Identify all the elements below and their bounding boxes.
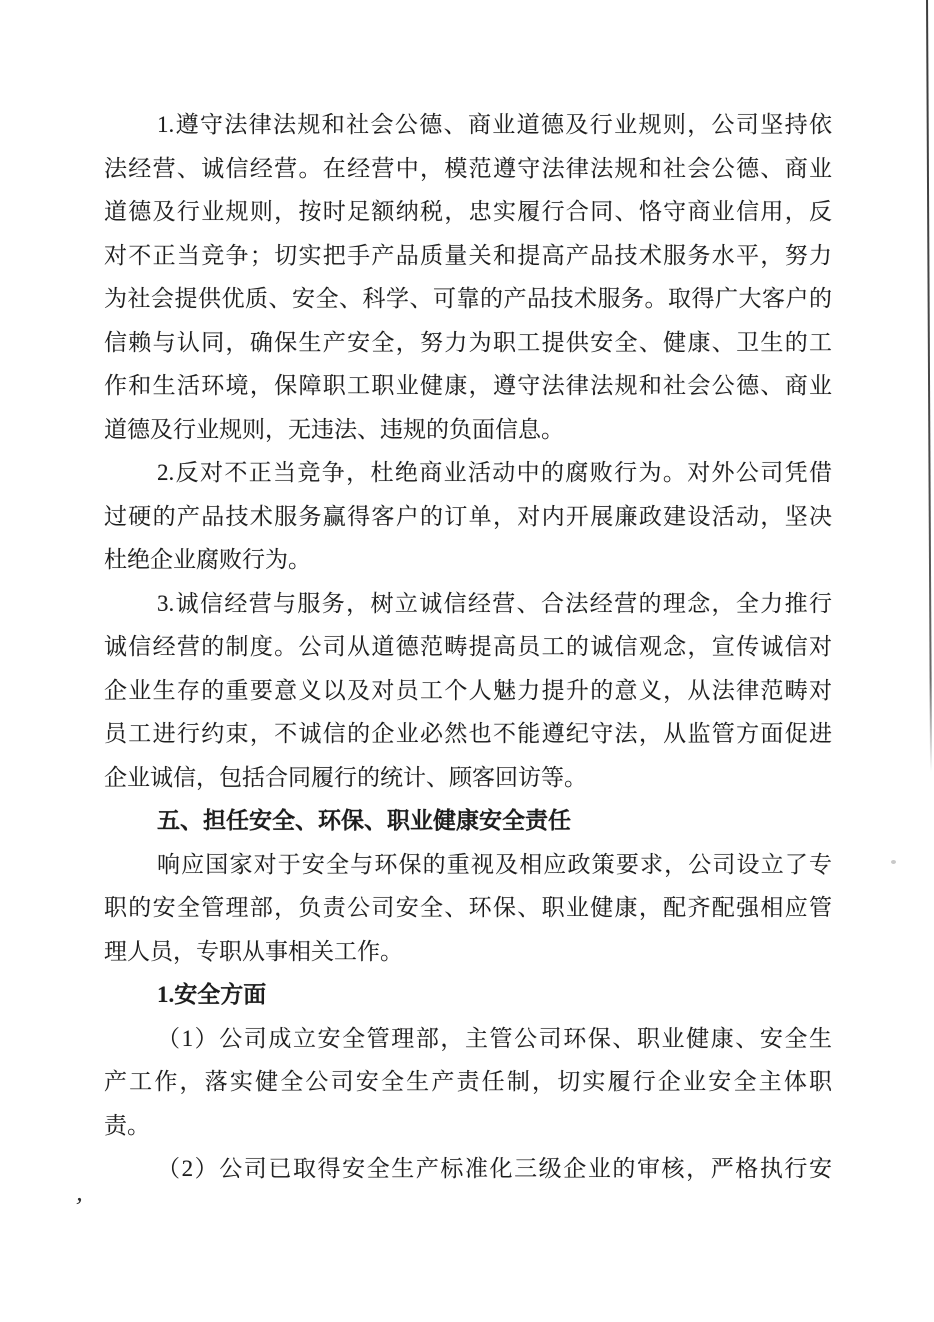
- text-line: 为社会提供优质、安全、科学、可靠的产品技术服务。取得广大客户的: [104, 286, 832, 311]
- text-line: 对不正当竞争；切实把手产品质量关和提高产品技术服务水平，努力: [104, 242, 832, 268]
- text-line: 法经营、诚信经营。在经营中，模范遵守法律法规和社会公德、商业: [104, 155, 832, 181]
- text-line: 响应国家对于安全与环保的重视及相应政策要求，公司设立了专: [157, 851, 832, 877]
- stray-pen-mark-artifact: ’: [72, 1191, 85, 1222]
- scan-speck-artifact: [891, 860, 896, 864]
- text-line: 作和生活环境，保障职工职业健康，遵守法律法规和社会公德、商业: [104, 373, 832, 398]
- text-line: （2）公司已取得安全生产标准化三级企业的审核，严格执行安: [157, 1156, 832, 1181]
- text-line: 职的安全管理部，负责公司安全、环保、职业健康，配齐配强相应管: [104, 895, 832, 920]
- text-line: 道德及行业规则，按时足额纳税，忠实履行合同、恪守商业信用，反: [104, 199, 832, 224]
- text-line: 产工作，落实健全公司安全生产责任制，切实履行企业安全主体职: [104, 1069, 832, 1094]
- text-line: 3.诚信经营与服务，树立诚信经营、合法经营的理念，全力推行: [157, 590, 832, 616]
- text-line: 企业诚信，包括合同履行的统计、顾客回访等。: [104, 764, 587, 790]
- text-line: 道德及行业规则，无违法、违规的负面信息。: [104, 416, 564, 442]
- text-line: 企业生存的重要意义以及对员工个人魅力提升的意义，从法律范畴对: [104, 677, 832, 703]
- text-line: （1）公司成立安全管理部，主管公司环保、职业健康、安全生: [157, 1025, 832, 1051]
- document-body: [104, 103, 832, 1191]
- text-line: 信赖与认同，确保生产安全，努力为职工提供安全、健康、卫生的工: [104, 329, 832, 355]
- text-line: 责。: [104, 1112, 150, 1138]
- text-line: 员工进行约束，不诚信的企业必然也不能遵纪守法，从监管方面促进: [104, 721, 832, 746]
- heading-line: 1.安全方面: [157, 982, 267, 1007]
- heading-line: 五、担任安全、环保、职业健康安全责任: [157, 808, 571, 833]
- text-line: 2.反对不正当竞争，杜绝商业活动中的腐败行为。对外公司凭借: [157, 460, 832, 485]
- scanner-streak-artifact: [926, 0, 932, 772]
- text-line: 理人员，专职从事相关工作。: [104, 938, 403, 964]
- text-line: 杜绝企业腐败行为。: [104, 547, 311, 572]
- text-line: 1.遵守法律法规和社会公德、商业道德及行业规则，公司坚持依: [157, 112, 832, 137]
- text-line: 诚信经营的制度。公司从道德范畴提高员工的诚信观念，宣传诚信对: [104, 634, 832, 659]
- text-line: 过硬的产品技术服务赢得客户的订单，对内开展廉政建设活动，坚决: [104, 503, 832, 529]
